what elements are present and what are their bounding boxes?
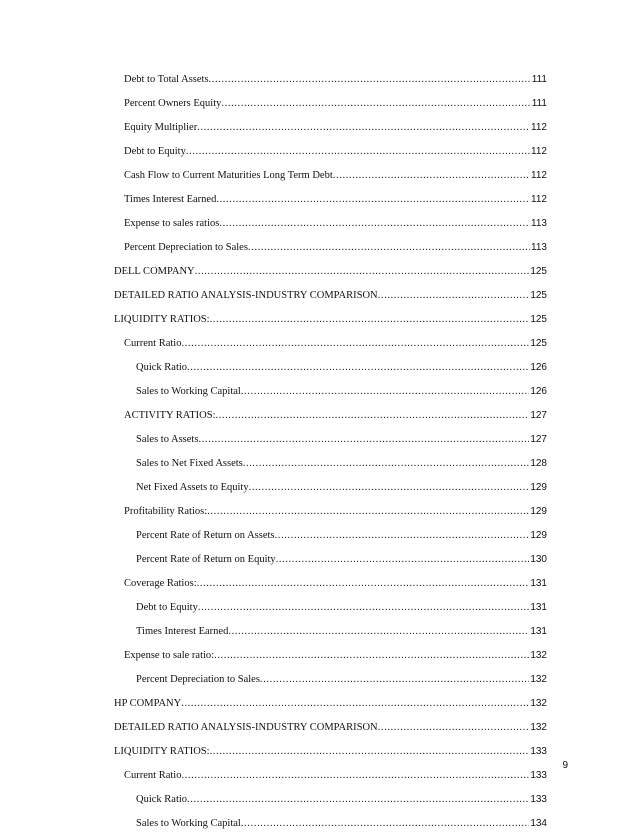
toc-dot-leader: [243, 454, 530, 474]
toc-entry-page: 126: [530, 386, 547, 397]
toc-entry-title: Quick Ratio: [136, 794, 188, 805]
toc-entry-title: Percent Owners Equity: [124, 98, 222, 109]
toc-entry-title: HP COMPANY: [114, 698, 182, 709]
toc-entry-title: Percent Depreciation to Sales: [136, 674, 260, 685]
toc-dot-leader: [378, 718, 530, 738]
toc-dot-leader: [214, 646, 529, 666]
toc-entry[interactable]: [136, 478, 547, 502]
toc-entry-page: 132: [530, 698, 547, 709]
toc-dot-leader: [181, 766, 529, 786]
toc-dot-leader: [209, 70, 531, 90]
toc-dot-leader: [198, 598, 529, 618]
toc-entry-title: Current Ratio: [124, 770, 182, 781]
toc-entry[interactable]: [124, 166, 547, 190]
toc-dot-leader: [187, 790, 529, 810]
toc-entry-page: 112: [531, 146, 547, 157]
toc-dot-leader: [186, 142, 530, 162]
toc-dot-leader: [215, 406, 529, 426]
toc-entry-page: 125: [530, 266, 547, 277]
toc-entry[interactable]: [136, 430, 547, 454]
toc-dot-leader: [207, 502, 529, 522]
toc-entry-page: 133: [530, 746, 547, 757]
toc-entry[interactable]: [114, 286, 547, 310]
toc-entry-page: 132: [530, 650, 547, 661]
toc-entry-title: Percent Rate of Return on Assets: [136, 530, 275, 541]
toc-entry[interactable]: [136, 382, 547, 406]
toc-entry[interactable]: [136, 622, 547, 646]
toc-entry-page: 127: [530, 434, 547, 445]
toc-entry-title: Percent Rate of Return on Equity: [136, 554, 276, 565]
toc-entry-page: 112: [531, 194, 547, 205]
toc-entry-title: Debt to Equity: [124, 146, 186, 157]
toc-dot-leader: [210, 310, 530, 330]
toc-entry-title: Times Interest Earned: [136, 626, 229, 637]
toc-entry-title: Profitability Ratios:: [124, 506, 208, 517]
toc-entry[interactable]: [114, 310, 547, 334]
toc-dot-leader: [181, 694, 529, 714]
toc-entry[interactable]: [136, 550, 547, 574]
toc-dot-leader: [197, 118, 530, 138]
toc-entry-title: Sales to Net Fixed Assets: [136, 458, 243, 469]
toc-entry-title: Sales to Working Capital: [136, 818, 241, 829]
toc-entry[interactable]: [124, 646, 547, 670]
toc-entry-title: Expense to sales ratios: [124, 218, 220, 229]
toc-entry[interactable]: [136, 526, 547, 550]
toc-dot-leader: [181, 334, 529, 354]
toc-entry[interactable]: [136, 670, 547, 694]
toc-dot-leader: [221, 94, 530, 114]
toc-entry-title: Coverage Ratios:: [124, 578, 197, 589]
toc-entry-page: 129: [530, 530, 547, 541]
toc-entry[interactable]: [124, 214, 547, 238]
toc-entry-page: 125: [530, 290, 547, 301]
toc-entry-title: Cash Flow to Current Maturities Long Term Debt: [124, 170, 333, 181]
toc-dot-leader: [248, 238, 530, 258]
toc-entry-page: 133: [530, 794, 547, 805]
toc-entry-page: 127: [530, 410, 547, 421]
toc-dot-leader: [210, 742, 530, 762]
toc-entry-title: Percent Depreciation to Sales: [124, 242, 248, 253]
toc-entry[interactable]: [114, 694, 547, 718]
toc-entry-title: Sales to Assets: [136, 434, 199, 445]
toc-entry[interactable]: [124, 118, 547, 142]
toc-dot-leader: [241, 382, 529, 402]
toc-dot-leader: [333, 166, 530, 186]
toc-entry-page: 131: [530, 578, 547, 589]
toc-dot-leader: [260, 670, 529, 690]
toc-entry[interactable]: [136, 358, 547, 382]
toc-entry[interactable]: [114, 718, 547, 742]
toc-dot-leader: [241, 814, 529, 834]
toc-entry-title: LIQUIDITY RATIOS:: [114, 314, 210, 325]
toc-entry-title: Times Interest Earned: [124, 194, 217, 205]
toc-entry-title: Equity Multiplier: [124, 122, 198, 133]
toc-entry-page: 131: [530, 602, 547, 613]
toc-dot-leader: [198, 430, 529, 450]
toc-entry[interactable]: [124, 70, 547, 94]
toc-entry-title: Debt to Total Assets: [124, 74, 209, 85]
toc-dot-leader: [187, 358, 529, 378]
toc-dot-leader: [378, 286, 530, 306]
toc-entry-page: 112: [531, 122, 547, 133]
toc-entry[interactable]: [124, 502, 547, 526]
toc-entry-title: Net Fixed Assets to Equity: [136, 482, 249, 493]
toc-dot-leader: [275, 526, 530, 546]
toc-entry-title: DELL COMPANY: [114, 266, 195, 277]
toc-entry-title: Debt to Equity: [136, 602, 198, 613]
toc-entry[interactable]: [136, 454, 547, 478]
toc-entry[interactable]: [136, 814, 547, 838]
toc-entry-page: 113: [531, 242, 547, 253]
toc-entry-title: DETAILED RATIO ANALYSIS-INDUSTRY COMPARISON: [114, 722, 378, 733]
toc-dot-leader: [249, 478, 530, 498]
toc-entry-page: 112: [531, 170, 547, 181]
table-of-contents: [0, 70, 638, 838]
toc-entry[interactable]: [124, 238, 547, 262]
toc-entry-title: Current Ratio: [124, 338, 182, 349]
toc-entry-title: Quick Ratio: [136, 362, 188, 373]
toc-entry[interactable]: [124, 190, 547, 214]
toc-entry[interactable]: [114, 742, 547, 766]
toc-entry[interactable]: [124, 334, 547, 358]
toc-entry-page: 111: [531, 98, 547, 109]
toc-entry-page: 129: [530, 506, 547, 517]
toc-dot-leader: [197, 574, 530, 594]
toc-entry-page: 125: [530, 314, 547, 325]
toc-entry-page: 126: [530, 362, 547, 373]
toc-dot-leader: [216, 190, 530, 210]
toc-entry-title: DETAILED RATIO ANALYSIS-INDUSTRY COMPARISON: [114, 290, 378, 301]
toc-entry-page: 113: [531, 218, 547, 229]
toc-entry-title: Expense to sale ratio:: [124, 650, 215, 661]
toc-entry-page: 131: [530, 626, 547, 637]
toc-entry-page: 132: [530, 722, 547, 733]
toc-entry-page: 111: [531, 74, 547, 85]
toc-entry-title: ACTIVITY RATIOS:: [124, 410, 216, 421]
toc-entry-title: LIQUIDITY RATIOS:: [114, 746, 210, 757]
toc-entry[interactable]: [124, 406, 547, 430]
toc-entry-page: 129: [530, 482, 547, 493]
toc-entry[interactable]: [124, 574, 547, 598]
toc-entry-page: 130: [530, 554, 547, 565]
toc-dot-leader: [228, 622, 529, 642]
toc-dot-leader: [219, 214, 530, 234]
toc-entry[interactable]: [136, 598, 547, 622]
toc-entry[interactable]: [124, 94, 547, 118]
toc-entry-page: 128: [530, 458, 547, 469]
toc-entry[interactable]: [114, 262, 547, 286]
toc-entry[interactable]: [124, 766, 547, 790]
toc-entry-page: 132: [530, 674, 547, 685]
toc-entry-page: 125: [530, 338, 547, 349]
toc-entry-page: 134: [530, 818, 547, 829]
toc-dot-leader: [195, 262, 530, 282]
toc-dot-leader: [276, 550, 530, 570]
toc-entry[interactable]: [136, 790, 547, 814]
page-number: 9: [562, 760, 568, 771]
toc-entry[interactable]: [124, 142, 547, 166]
toc-entry-page: 133: [530, 770, 547, 781]
toc-entry-title: Sales to Working Capital: [136, 386, 241, 397]
